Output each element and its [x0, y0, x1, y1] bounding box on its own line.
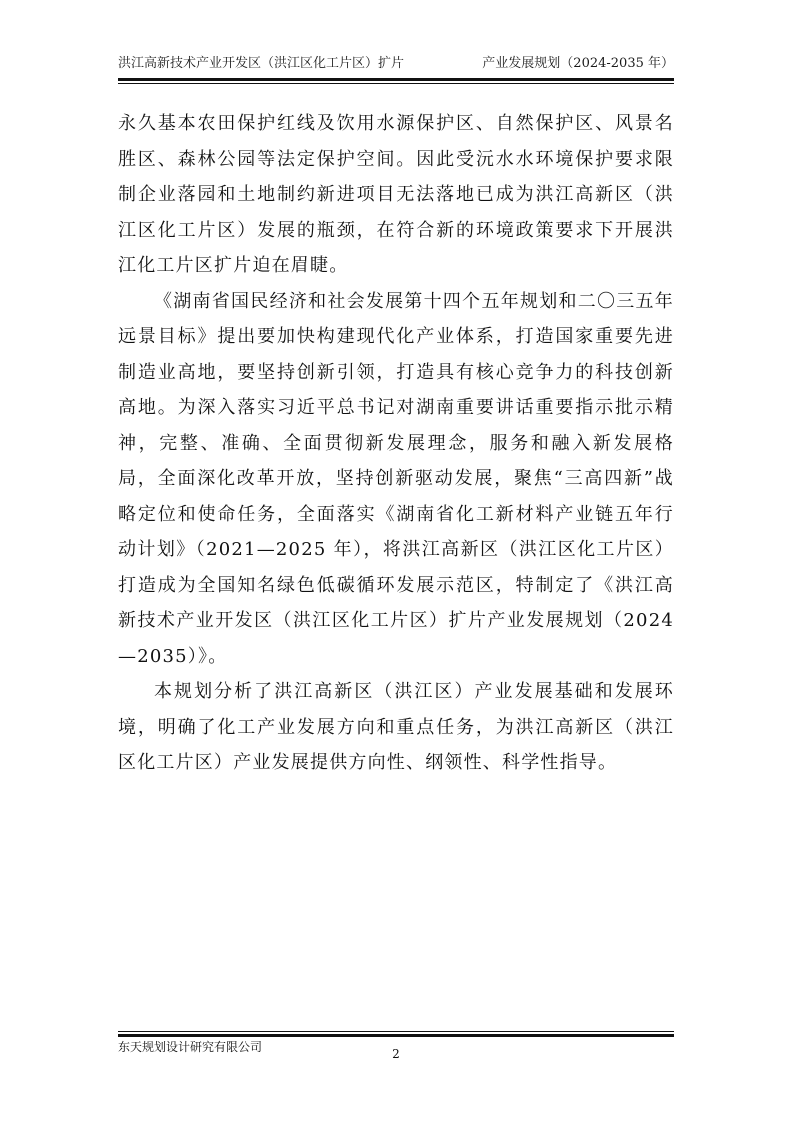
document-body: [118, 106, 674, 781]
page-header: [118, 54, 674, 74]
header-plan-period: 产业发展规划（2024-2035 年）: [482, 56, 674, 71]
header-document-title: 洪江高新技术产业开发区（洪江区化工片区）扩片: [118, 56, 405, 71]
footer-company-name: 东天规划设计研究有限公司: [118, 1040, 263, 1054]
body-paragraph: 本规划分析了洪江高新区（洪江区）产业发展基础和发展环境，明确了化工产业发展方向和重点任务，为洪江高新区（洪江区化工片区）产业发展提供方向性、纲领性、科学性指导。: [118, 681, 674, 773]
page-number: 2: [392, 1047, 400, 1061]
body-paragraph: 《湖南省国民经济和社会发展第十四个五年规划和二〇三五年远景目标》提出要加快构建现代化产业体系，打造国家重要先进制造业高地，要坚持创新引领，打造具有核心竞争力的科技创新高地。为深入落实习近平总书记对湖南重要讲话重要指示批示精神，完整、准确、全面贯彻新发展理念，服务和融入新发展格局，全面深化改革开放，坚持创新驱动发展，聚焦“三高四新”战略定位和使命任务，全面落实《湖南省化工新材料产业链五年行动计划》（2021—2025 年），将洪江高新区（洪江区化工片区）打造成为全国知名绿色低碳循环发展示范区，特制定了《洪江高新技术产业开发区（洪江区化工片区）扩片产业发展规划（2024—2035）》。: [118, 290, 674, 667]
body-paragraph-continued: 永久基本农田保护红线及饮用水源保护区、自然保护区、风景名胜区、森林公园等法定保护空间。因此受沅水水环境保护要求限制企业落园和土地制约新进项目无法落地已成为洪江高新区（洪江区化工片区）发展的瓶颈，在符合新的环境政策要求下开展洪江化工片区扩片迫在眉睫。: [118, 113, 674, 276]
footer-divider-thick: [118, 1034, 674, 1037]
footer-divider-thin: [118, 1031, 674, 1032]
header-divider-thick: [118, 78, 674, 81]
header-divider-thin: [118, 83, 674, 84]
